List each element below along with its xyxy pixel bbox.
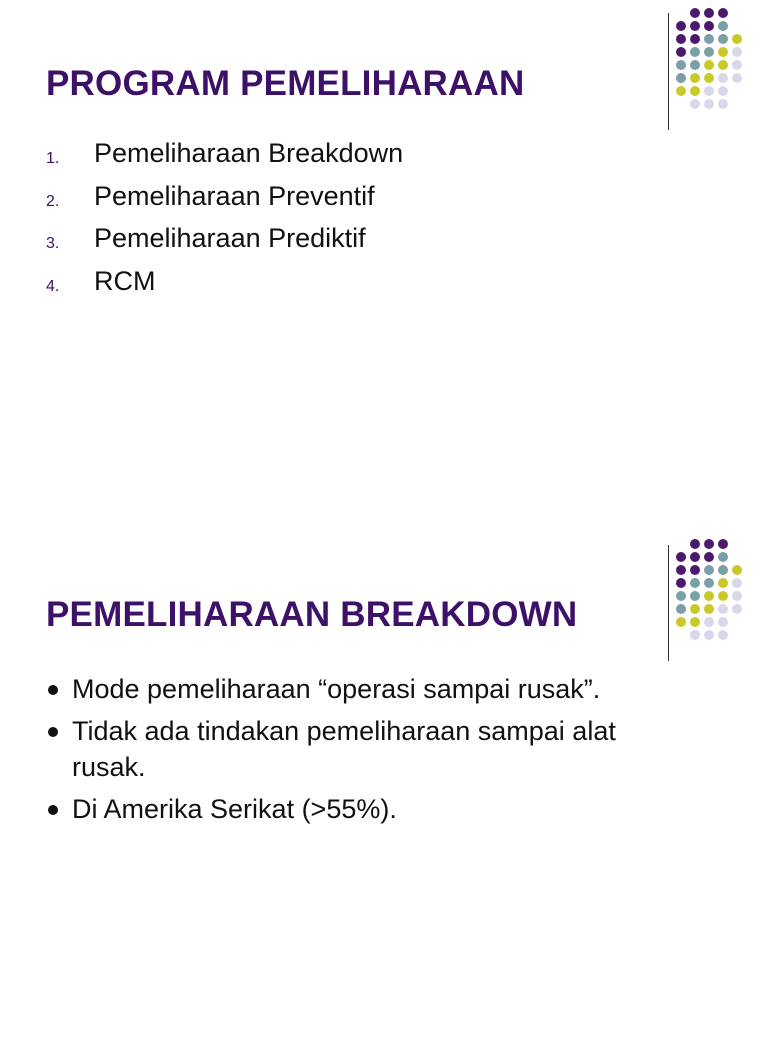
list-item-text: Pemeliharaan Breakdown [94,138,404,168]
decorative-dot [690,21,700,31]
bullet-list [46,671,686,833]
decorative-dot [704,34,714,44]
decorative-dot [704,617,714,627]
decorative-dot [704,604,714,614]
decorative-dot [718,565,728,575]
decorative-dot [690,73,700,83]
decorative-dot [676,34,686,44]
decorative-dot [704,565,714,575]
decorative-dot [690,552,700,562]
decorative-dot [690,565,700,575]
decorative-dot-pattern [676,8,756,118]
decorative-dot [704,8,714,18]
list-item [46,671,686,707]
list-number: 3. [46,235,60,252]
decorative-dot [690,539,700,549]
list-number: 2. [46,192,60,210]
decorative-dot [676,578,686,588]
decorative-dot [718,552,728,562]
slide-title: PEMELIHARAAN BREAKDOWN [46,595,578,634]
decorative-dot [704,591,714,601]
decorative-dot [718,60,728,70]
decorative-dot [718,539,728,549]
list-item [46,791,686,827]
decorative-dot [690,604,700,614]
decorative-dot [690,34,700,44]
decorative-dot [718,8,728,18]
decorative-dot [704,552,714,562]
decorative-divider-line [668,545,669,661]
decorative-dot [718,73,728,83]
decorative-dot [732,591,742,601]
decorative-dot [690,578,700,588]
decorative-dot [704,21,714,31]
list-item-text: Pemeliharaan Prediktif [94,223,366,253]
decorative-dot [690,60,700,70]
bullet-icon [48,685,58,695]
list-item-text: Mode pemeliharaan “operasi sampai rusak”. [72,674,601,704]
decorative-dot [732,60,742,70]
decorative-dot [732,34,742,44]
decorative-dot [732,73,742,83]
list-item [46,713,686,785]
decorative-dot [690,99,700,109]
decorative-dot [676,21,686,31]
decorative-dot [732,578,742,588]
decorative-dot [732,565,742,575]
decorative-dot [704,578,714,588]
list-item-text: Di Amerika Serikat (>55%). [72,794,397,824]
decorative-dot [676,552,686,562]
decorative-dot [718,617,728,627]
decorative-dot [704,86,714,96]
decorative-dot [676,617,686,627]
decorative-dot [718,578,728,588]
list-number: 4. [46,277,60,295]
decorative-dot [690,47,700,57]
slide-pemeliharaan-breakdown [0,531,768,1043]
decorative-dot [690,591,700,601]
decorative-dot [718,604,728,614]
decorative-dot [676,73,686,83]
decorative-dot [718,34,728,44]
decorative-dot [718,630,728,640]
decorative-dot [676,60,686,70]
decorative-dot [690,8,700,18]
bullet-icon [48,805,58,815]
decorative-dot [732,47,742,57]
bullet-icon [48,727,58,737]
list-item-text: Tidak ada tindakan pemeliharaan sampai alat rusak. [72,716,616,782]
decorative-dot [676,604,686,614]
decorative-dot [704,47,714,57]
decorative-dot [676,591,686,601]
decorative-dot [690,617,700,627]
decorative-dot [704,539,714,549]
decorative-dot [676,47,686,57]
decorative-dot [718,591,728,601]
slide-title: PROGRAM PEMELIHARAAN [46,64,525,103]
decorative-dot [704,60,714,70]
list-number: 1. [46,150,60,167]
decorative-dot [704,630,714,640]
decorative-dot [718,47,728,57]
decorative-dot [676,86,686,96]
decorative-dot-pattern [676,539,756,649]
decorative-divider-line [668,13,669,130]
decorative-dot [718,86,728,96]
decorative-dot [704,73,714,83]
decorative-dot [676,565,686,575]
decorative-dot [690,86,700,96]
list-item-text: Pemeliharaan Preventif [94,180,375,211]
decorative-dot [718,99,728,109]
decorative-dot [690,630,700,640]
decorative-dot [704,99,714,109]
decorative-dot [732,604,742,614]
list-item-text: RCM [94,265,156,296]
decorative-dot [718,21,728,31]
slide-program-pemeliharaan [0,0,768,512]
